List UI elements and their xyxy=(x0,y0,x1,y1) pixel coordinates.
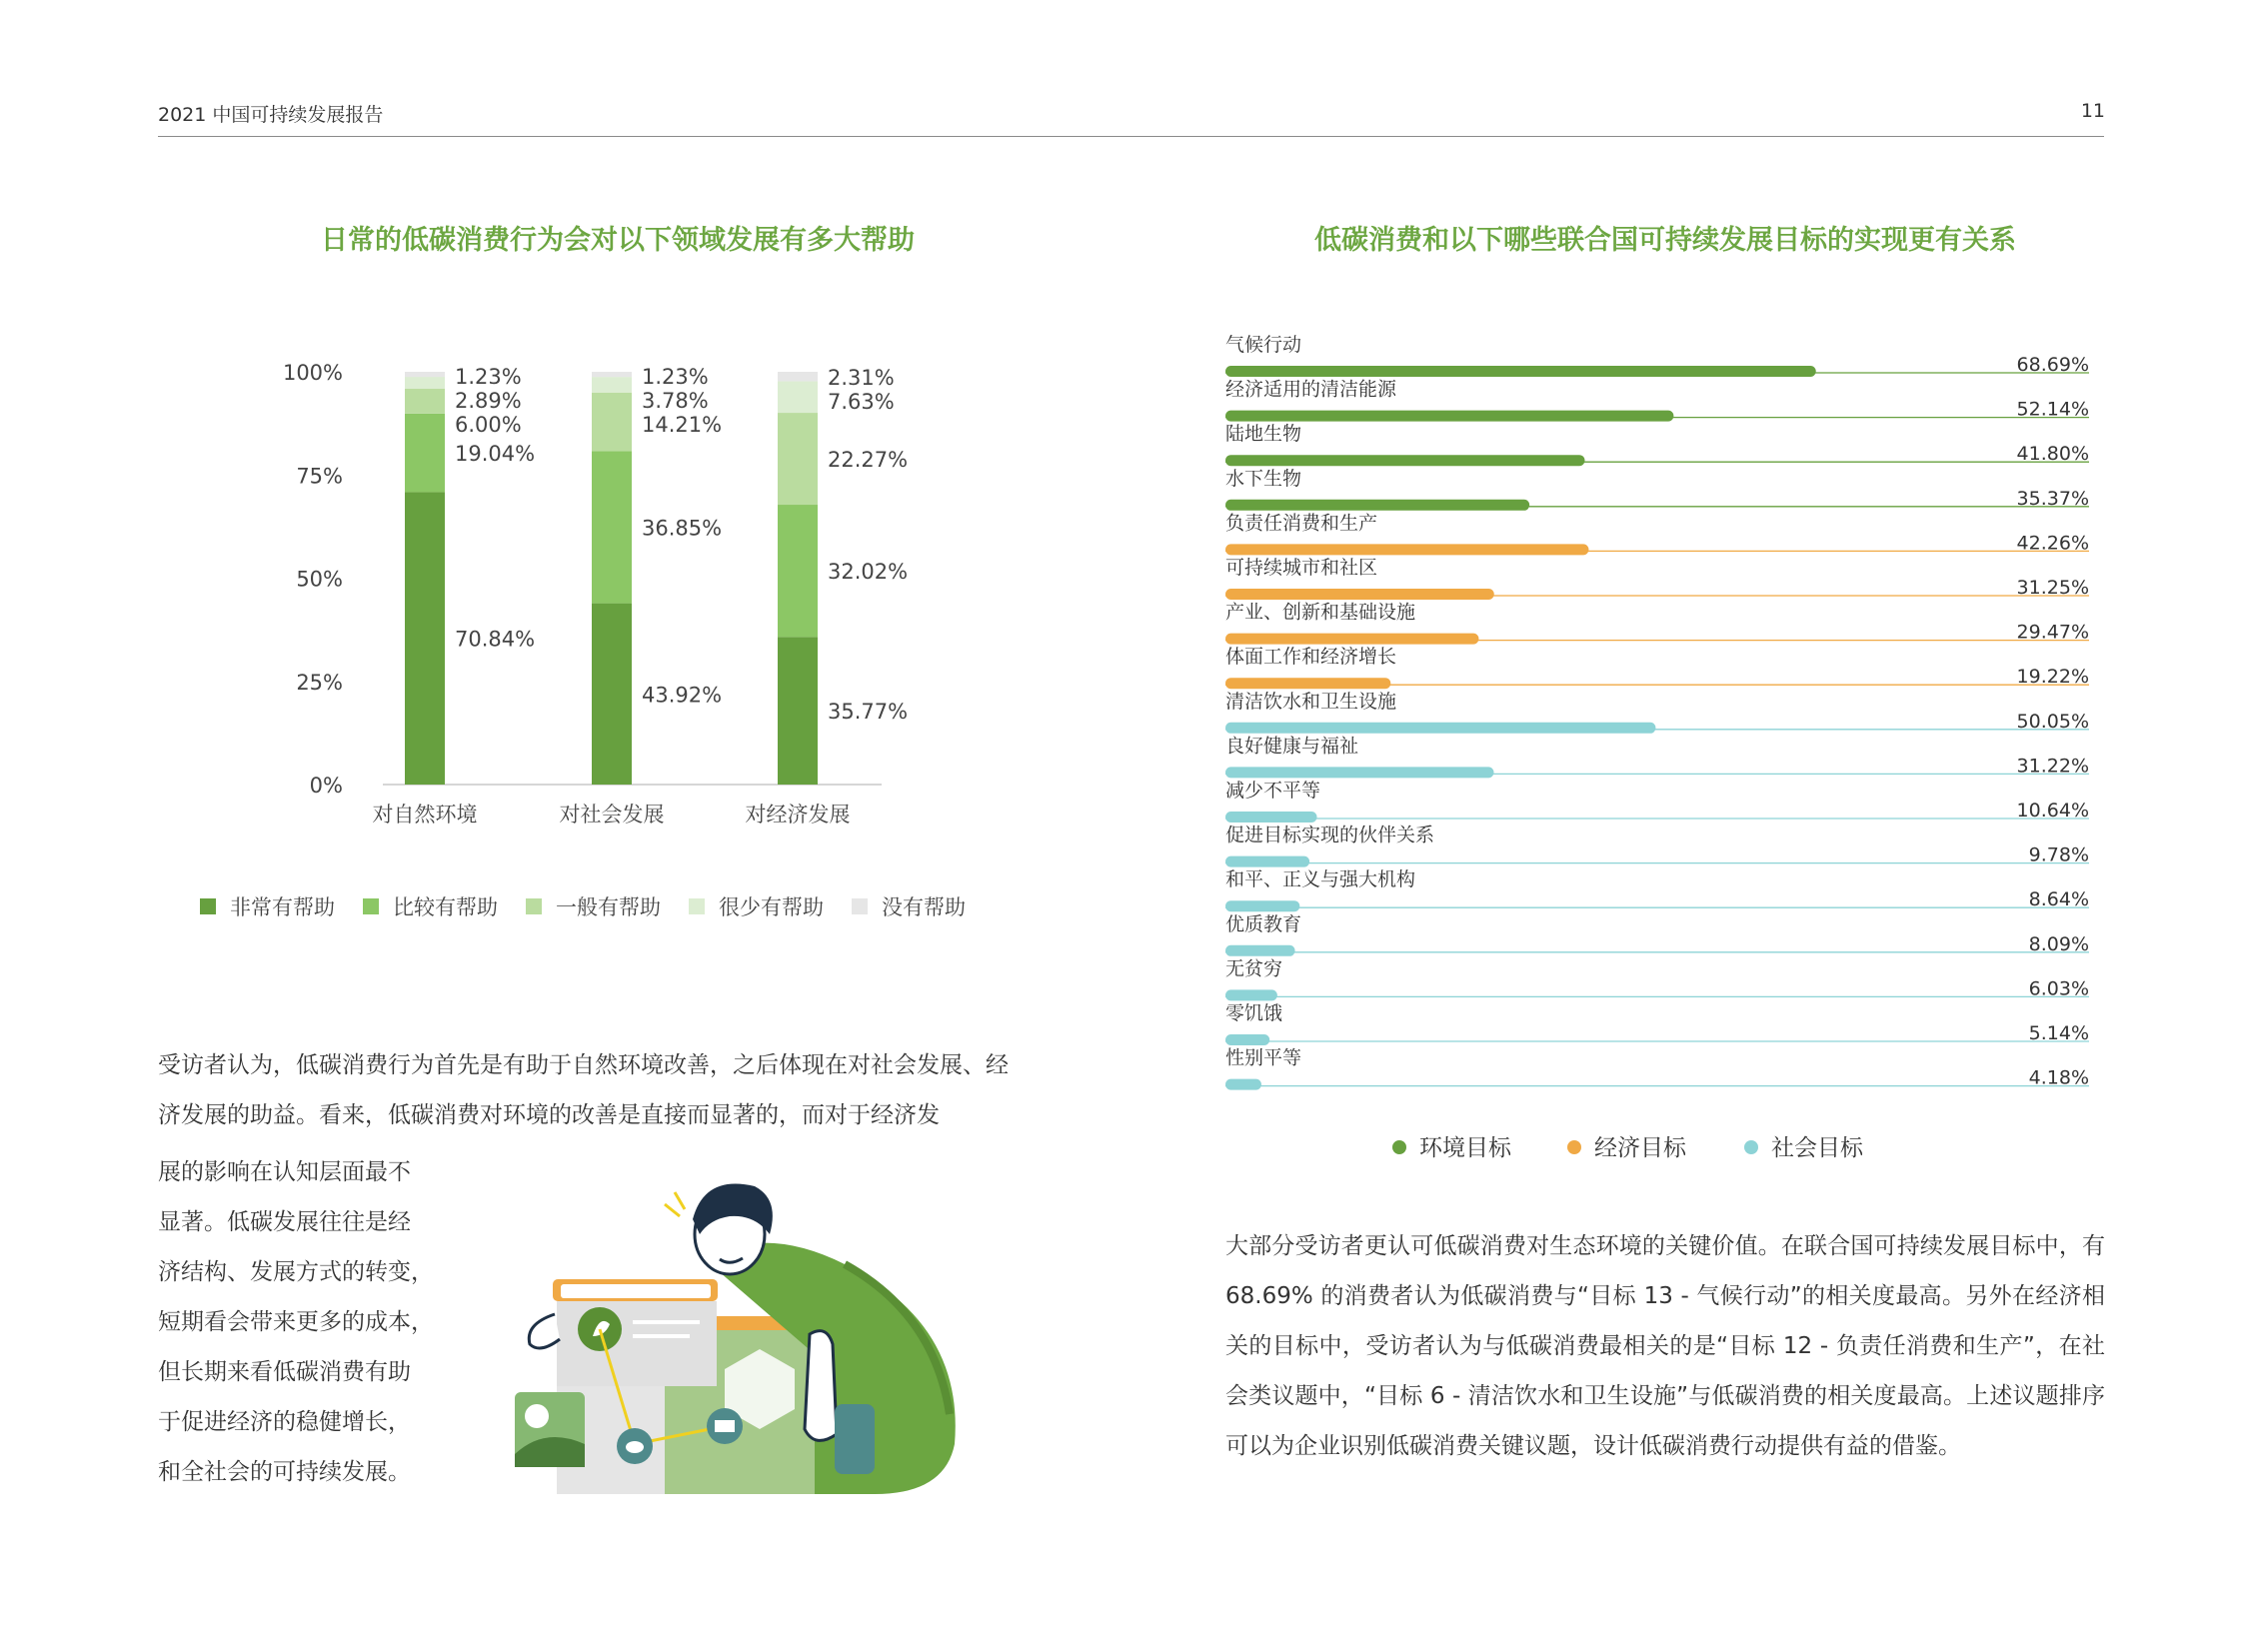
sdg-bar xyxy=(1225,812,1317,823)
sdg-bar xyxy=(1225,544,1588,555)
sdg-label: 无贫穷 xyxy=(1225,957,1283,980)
sdg-bar xyxy=(1225,634,1478,645)
data-label: 7.63% xyxy=(828,389,895,414)
y-tick-label: 50% xyxy=(296,567,343,592)
sdg-label: 陆地生物 xyxy=(1225,423,1302,446)
sdg-value: 41.80% xyxy=(2016,443,2089,466)
category-label: 对社会发展 xyxy=(559,803,665,826)
left-paragraph-line: 和全社会的可持续发展。 xyxy=(158,1459,411,1485)
sdg-value: 31.25% xyxy=(2016,577,2089,599)
sdg-label: 良好健康与福祉 xyxy=(1225,735,1359,758)
data-label: 1.23% xyxy=(455,365,522,389)
sdg-value: 68.69% xyxy=(2016,354,2089,376)
sdg-bar xyxy=(1225,589,1494,600)
sdg-label: 体面工作和经济增长 xyxy=(1225,646,1397,669)
left-paragraph-line: 于促进经济的稳健增长， xyxy=(158,1409,411,1435)
data-label: 32.02% xyxy=(828,560,909,585)
sdg-value: 29.47% xyxy=(2016,621,2089,644)
data-label: 70.84% xyxy=(455,627,536,652)
sdg-value: 19.22% xyxy=(2016,666,2089,689)
right-paragraph-text: 大部分受访者更认可低碳消费对生态环境的关键价值。在联合国可持续发展目标中，有 68.69% 的消费者认为低碳消费与“目标 13 - 气候行动”的相关度最高。另外在经济相关的目标中，受访者认为与低碳消费最相关的是“目标 12 - 负责任消费和生产”，在社会类议题中，“目标 6 - 清洁饮水和卫生设施”与低碳消费的相关度最高。上述议题排序可以为企业识别低碳消费关键议题，设计低碳消费行动提供有益的借鉴。 xyxy=(1225,1233,2105,1459)
sdg-value: 8.09% xyxy=(2028,932,2089,955)
sdg-value: 42.26% xyxy=(2016,532,2089,555)
y-tick-label: 0% xyxy=(309,774,343,798)
sdg-bar xyxy=(1225,366,1816,377)
person-holding-eco-cards-illustration xyxy=(515,1164,975,1509)
data-label: 43.92% xyxy=(642,683,723,708)
sdg-value: 10.64% xyxy=(2016,800,2089,822)
legend-label: 环境目标 xyxy=(1419,1135,1511,1161)
page-number: 11 xyxy=(2080,100,2105,122)
sdg-bar xyxy=(1225,678,1390,689)
sdg-bar xyxy=(1225,989,1277,1000)
sdg-bar xyxy=(1225,1079,1261,1090)
sdg-label: 经济适用的清洁能源 xyxy=(1225,378,1397,401)
y-tick-label: 25% xyxy=(296,670,343,695)
sdg-label: 产业、创新和基础设施 xyxy=(1225,601,1416,624)
data-label: 2.31% xyxy=(828,365,895,390)
sdg-label: 可持续城市和社区 xyxy=(1225,557,1378,579)
legend-label: 比较有帮助 xyxy=(393,895,498,919)
sdg-label: 性别平等 xyxy=(1225,1046,1302,1069)
data-label: 2.89% xyxy=(455,389,522,413)
sdg-chart-title: 低碳消费和以下哪些联合国可持续发展目标的实现更有关系 xyxy=(1314,225,2016,256)
sdg-label: 促进目标实现的伙伴关系 xyxy=(1225,824,1435,846)
sdg-label: 零饥饿 xyxy=(1225,1002,1283,1024)
data-label: 1.23% xyxy=(642,365,709,389)
sdg-bar xyxy=(1225,411,1673,422)
sdg-value: 52.14% xyxy=(2016,398,2089,421)
sdg-label: 优质教育 xyxy=(1225,912,1302,935)
sdg-value: 31.22% xyxy=(2016,755,2089,778)
left-paragraph-line: 但长期来看低碳消费有助 xyxy=(158,1359,411,1385)
legend-swatch xyxy=(1567,1140,1581,1154)
sdg-value: 4.18% xyxy=(2028,1066,2089,1089)
sdg-value: 6.03% xyxy=(2028,977,2089,1000)
sdg-label: 清洁饮水和卫生设施 xyxy=(1225,690,1397,713)
sdg-value: 9.78% xyxy=(2028,843,2089,866)
data-label: 35.77% xyxy=(828,700,909,725)
left-paragraph-top-text: 受访者认为，低碳消费行为首先是有助于自然环境改善，之后体现在对社会发展、经济发展的助益。看来，低碳消费对环境的改善是直接而显著的，而对于经济发 xyxy=(158,1052,1009,1128)
right-paragraph xyxy=(1225,1221,2105,1471)
data-label: 3.78% xyxy=(642,389,709,413)
y-tick-label: 75% xyxy=(296,464,343,489)
sdg-value: 8.64% xyxy=(2028,888,2089,911)
header-title: 2021 中国可持续发展报告 xyxy=(158,104,384,126)
legend-label: 没有帮助 xyxy=(882,895,966,919)
sdg-label: 减少不平等 xyxy=(1225,780,1321,802)
data-label: 22.27% xyxy=(828,448,909,473)
legend-label: 一般有帮助 xyxy=(556,895,661,919)
data-label: 19.04% xyxy=(455,442,536,467)
data-label: 36.85% xyxy=(642,516,723,541)
legend-label: 非常有帮助 xyxy=(230,895,335,919)
legend-swatch xyxy=(1392,1140,1406,1154)
sdg-bar xyxy=(1225,856,1309,867)
left-paragraph-top xyxy=(158,1040,1018,1140)
sdg-bar xyxy=(1225,500,1529,511)
legend-label: 社会目标 xyxy=(1771,1135,1863,1161)
left-paragraph-side xyxy=(158,1147,448,1497)
legend-swatch xyxy=(1744,1140,1758,1154)
sdg-bar xyxy=(1225,1034,1269,1045)
legend-label: 经济目标 xyxy=(1594,1135,1686,1161)
sdg-value: 5.14% xyxy=(2028,1022,2089,1044)
sdg-label: 和平、正义与强大机构 xyxy=(1225,868,1416,891)
category-label: 对自然环境 xyxy=(372,803,478,826)
sdg-bar xyxy=(1225,900,1299,911)
sdg-label: 气候行动 xyxy=(1225,334,1302,356)
sdg-value: 50.05% xyxy=(2016,710,2089,733)
sdg-bar xyxy=(1225,945,1295,956)
legend-label: 很少有帮助 xyxy=(719,895,824,919)
left-paragraph-line: 展的影响在认知层面最不 xyxy=(158,1159,411,1185)
data-label: 14.21% xyxy=(642,413,723,437)
sdg-label: 负责任消费和生产 xyxy=(1225,512,1378,535)
sdg-bar xyxy=(1225,455,1584,466)
stacked-chart-title: 日常的低碳消费行为会对以下领域发展有多大帮助 xyxy=(321,225,915,256)
sdg-label: 水下生物 xyxy=(1225,467,1302,490)
sdg-bar xyxy=(1225,723,1655,734)
data-label: 6.00% xyxy=(455,413,522,437)
y-tick-label: 100% xyxy=(282,361,343,385)
left-paragraph-line: 济结构、发展方式的转变， xyxy=(158,1259,434,1285)
left-paragraph-line: 短期看会带来更多的成本， xyxy=(158,1309,434,1335)
sdg-value: 35.37% xyxy=(2016,487,2089,510)
category-label: 对经济发展 xyxy=(745,803,851,826)
left-paragraph-line: 显著。低碳发展往往是经 xyxy=(158,1209,411,1235)
sdg-bar xyxy=(1225,767,1493,778)
